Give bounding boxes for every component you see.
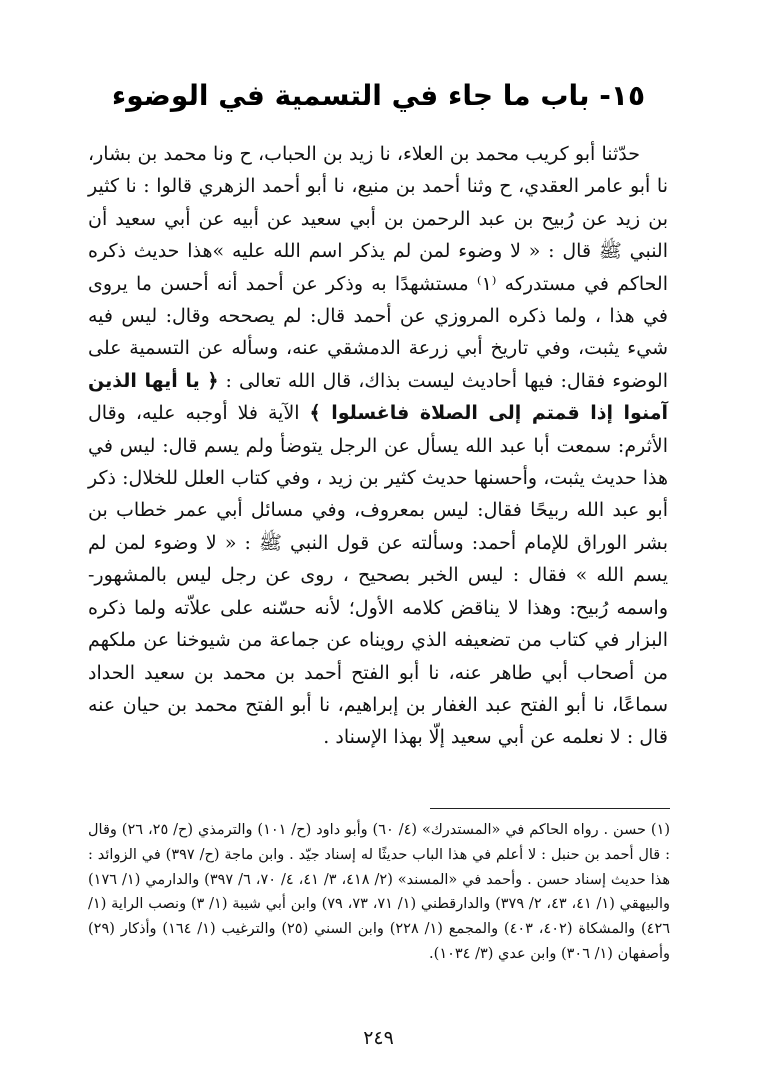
footnotes [88,818,670,967]
main-paragraph [88,138,668,754]
main-text-part-1: حدّثنا أبو كريب محمد بن العلاء، نا زيد بن الحباب، ح ونا محمد بن بشار، نا أبو عامر العقدي، ح وثنا أحمد بن منيع، نا أبو أحمد الزهري قالوا : نا كثير بن زيد عن رُبيح بن عبد الرحمن بن أبي سعيد عن أبيه عن أبي سعيد أن النبي ﷺ قال : « لا وضوء لمن لم يذكر اسم الله عليه »هذا حديث ذكره الحاكم في مستدركه ⁽١⁾ مستشهدًا به وذكر عن أحمد أنه أحسن ما يروى في هذا ، ولما ذكره المروزي عن أحمد قال: لم يصححه وقال: ليس فيه شيء يثبت، وفي تاريخ أبي زرعة الدمشقي عنه، وسأله عن التسمية على الوضوء فقال: فيها أحاديث ليست بذاك، قال الله تعالى : [88,143,668,392]
footnote-separator [430,808,670,809]
quran-verse: ﴿ يا أيها الذين آمنوا إذا قمتم إلى الصلاة فاغسلوا ﴾ [88,369,669,425]
footnote-1: (١) حسن . رواه الحاكم في «المستدرك» (٤/ ٦٠) وأبو داود (ح/ ١٠١) والترمذي (ح/ ٢٥، ٢٦) وقال : قال أحمد بن حنبل : لا أعلم في هذا الباب حديثًا له إسناد جيّد . وابن ماجة (ح/ ٣٩٧) في الزوائد : هذا حديث إسناد حسن . وأحمد في «المسند» (٢/ ٤١٨، ٣/ ٤١، ٤/ ٧٠، ٦/ ٣٩٧) والدارمي (١/ ١٧٦) والبيهقي (١/ ٤١، ٤٣، ٢/ ٣٧٩) والدارقطني (١/ ٧١، ٧٣، ٧٩) وابن أبي شيبة (١/ ٣) ونصب الراية (١/ ٤٢٦) والمشكاة (٤٠٢، ٤٠٣) والمجمع (١/ ٢٢٨) وابن السني (٢٥) والترغيب (١/ ١٦٤) وأذكار (٢٩) وأصفهان (١/ ٣٠٦) وابن عدي (٣/ ١٠٣٤). [88,822,671,962]
chapter-title: ١٥- باب ما جاء في التسمية في الوضوء [111,79,646,112]
main-text [88,138,668,754]
page-number: ٢٤٩ [363,1027,394,1049]
main-text-part-2: الآية فلا أوجبه عليه، وقال الأثرم: سمعت أبا عبد الله يسأل عن الرجل يتوضأ ولم يسم قال: ليس في هذا حديث يثبت، وأحسنها حديث كثير بن زيد ، وفي كتاب العلل للخلال: ذكر أبو عبد الله ربيحًا فقال: ليس بمعروف، وفي مسائل أبي عمر خطاب بن بشر الوراق للإمام أحمد: وسألته عن قول النبي ﷺ : « لا وضوء لمن لم يسم الله » فقال : ليس الخبر بصحيح ، روى عن رجل ليس بالمشهور- واسمه رُبيح: وهذا لا يناقض كلامه الأول؛ لأنه حسّنه على علاّته ولما ذكره البزار في كتاب من تضعيفه الذي رويناه عن جماعة من شيوخنا عن ملكهم من أصحاب أبي طاهر عنه، نا أبو الفتح أحمد بن محمد بن سعيد الحداد سماعًا، نا أبو الفتح عبد الغفار بن إبراهيم، نا أبو الفتح محمد بن حيان عنه قال : لا نعلمه عن أبي سعيد إلّا بهذا الإسناد . [88,402,668,749]
